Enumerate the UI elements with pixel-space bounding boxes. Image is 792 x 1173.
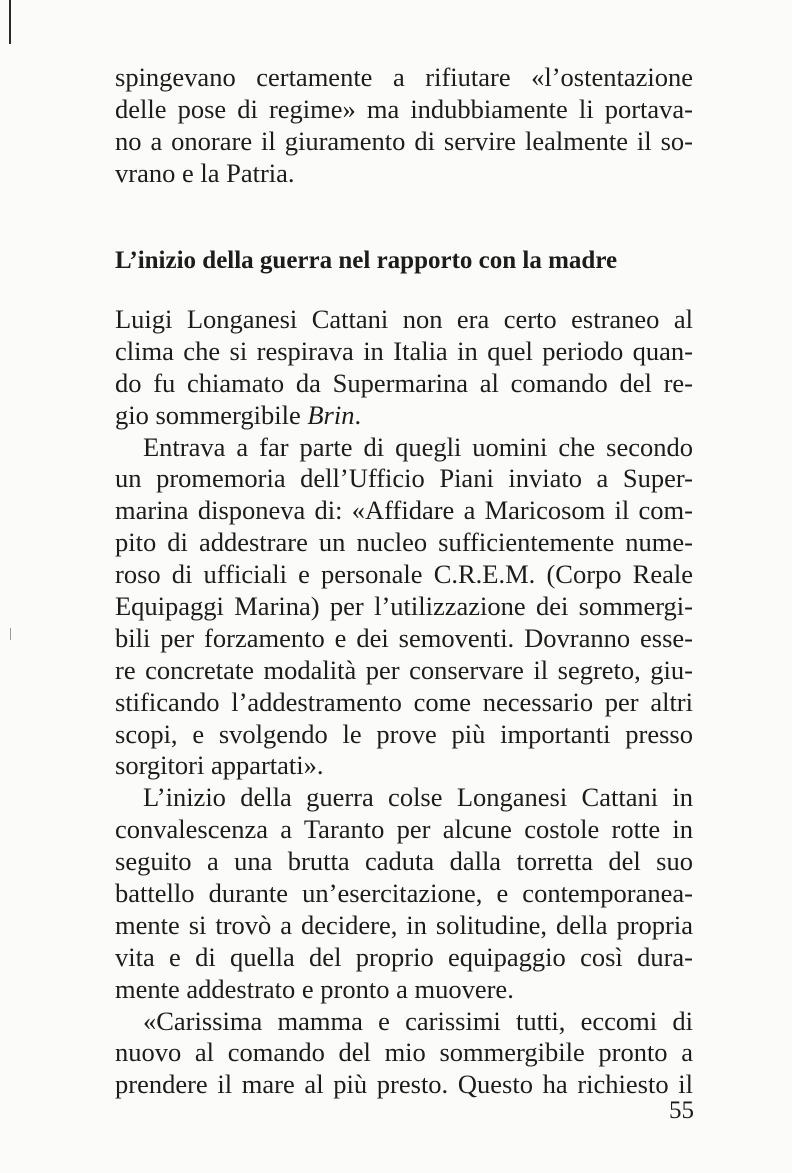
text-line: do fu chiamato da Supermarina al comando del re- <box>115 367 693 398</box>
text-line: pito di addestrare un nucleo sufficientemente nume- <box>115 527 693 558</box>
text-line: prendere il mare al più presto. Questo ha richiesto il <box>115 1069 693 1100</box>
text-line: nuovo al comando del mio sommergibile pronto a <box>115 1037 693 1068</box>
section-heading: L’inizio della guerra nel rapporto con la madre <box>115 247 618 274</box>
text-line: seguito a una brutta caduta dalla torretta del suo <box>115 846 693 877</box>
text-line: vita e di quella del proprio equipaggio così dura- <box>115 941 693 972</box>
text-line: mente addestrato e pronto a muovere. <box>115 973 514 1004</box>
text-line: L’inizio della guerra colse Longanesi Cattani in <box>143 782 693 813</box>
text-line: un promemoria dell’Ufficio Piani inviato a Super- <box>115 463 693 494</box>
text-line: «Carissima mamma e carissimi tutti, eccomi di <box>143 1005 693 1036</box>
page-number: 55 <box>669 1097 694 1124</box>
text-segment: . <box>354 399 362 430</box>
text-segment: gio sommergibile <box>115 399 308 430</box>
text-line: stificando l’addestramento come necessario per altri <box>115 686 693 717</box>
text-line: scopi, e svolgendo le prove più importanti presso <box>115 718 693 749</box>
text-line: Entrava a far parte di quegli uomini che secondo <box>143 431 693 462</box>
text-line: delle pose di regime» ma indubbiamente li portava- <box>115 93 693 124</box>
text-line-with-ship-name <box>115 400 693 432</box>
text-line: sorgitori appartati». <box>115 750 324 781</box>
text-line: clima che si respirava in Italia in quel periodo quan- <box>115 335 693 366</box>
text-line: mente si trovò a decidere, in solitudine, della propria <box>115 909 693 940</box>
text-line: re concretate modalità per conservare il segreto, giu- <box>115 654 693 685</box>
page-margin-mark <box>10 628 11 640</box>
page-edge-line <box>9 0 11 44</box>
text-line: bili per forzamento e dei semoventi. Dovranno esse- <box>115 622 693 653</box>
text-line: spingevano certamente a rifiutare «l’ostentazione <box>115 62 693 92</box>
body-text <box>115 304 693 1101</box>
text-line: roso di ufficiali e personale C.R.E.M. (Corpo Reale <box>115 559 693 590</box>
ship-name: Brin <box>307 399 355 430</box>
text-line: convalescenza a Taranto per alcune costole rotte in <box>115 814 693 845</box>
text-line: battello durante un’esercitazione, e contemporanea- <box>115 878 693 909</box>
text-line: marina disponeva di: «Affidare a Maricosom il com- <box>115 495 693 526</box>
text-line: Luigi Longanesi Cattani non era certo estraneo al <box>115 304 693 334</box>
opening-paragraph <box>115 62 693 190</box>
text-line: no a onorare il giuramento di servire lealmente il so- <box>115 125 693 156</box>
text-line: vrano e la Patria. <box>115 157 295 188</box>
text-line: Equipaggi Marina) per l’utilizzazione dei sommergi- <box>115 591 693 622</box>
